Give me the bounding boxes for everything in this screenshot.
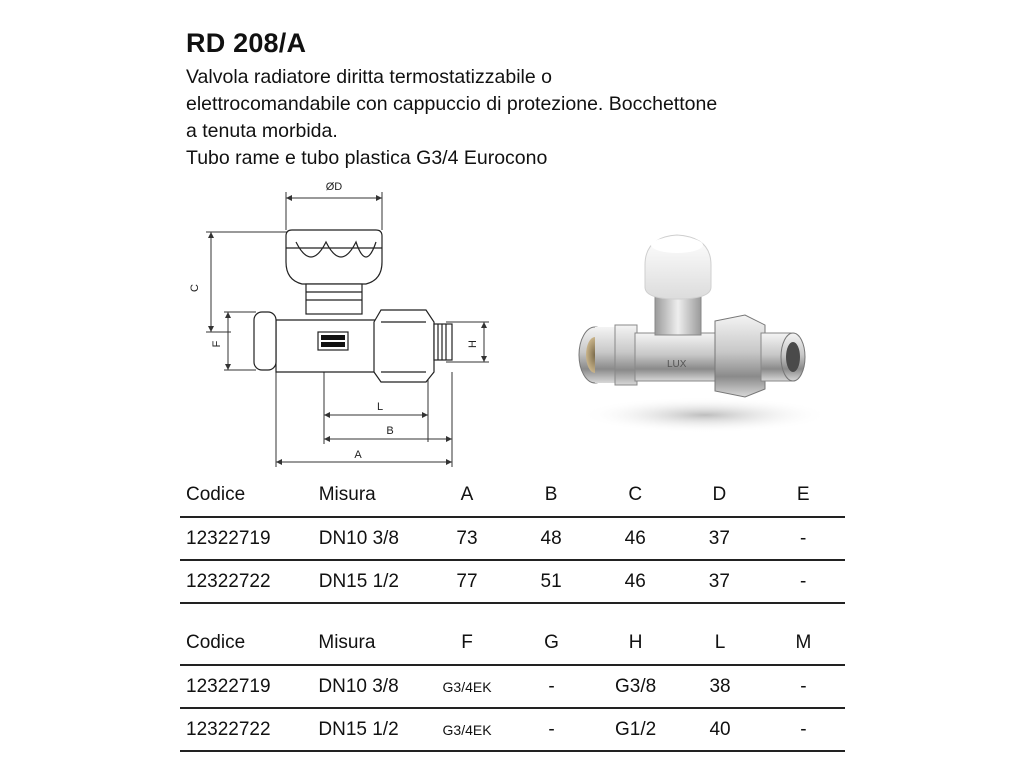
table-cell: DN10 3/8 xyxy=(313,517,425,560)
table-cell: - xyxy=(761,560,845,603)
table-cell: 40 xyxy=(678,708,762,751)
table-cell: 46 xyxy=(593,517,677,560)
product-description xyxy=(186,64,866,172)
table-cell: 73 xyxy=(425,517,509,560)
dim-label-c: C xyxy=(189,284,201,292)
table-header-row xyxy=(180,622,845,665)
table-cell: 12322722 xyxy=(180,560,313,603)
header-cell: B xyxy=(544,484,558,505)
header-cell: M xyxy=(795,632,812,653)
dim-label-d: ØD xyxy=(325,181,343,193)
table-cell: 12322722 xyxy=(180,708,312,751)
table-cell: - xyxy=(510,708,593,751)
table-cell: 48 xyxy=(509,517,593,560)
table-cell: G3/4EK xyxy=(424,708,510,751)
table-cell: DN10 3/8 xyxy=(312,665,424,708)
header-cell: E xyxy=(796,484,810,505)
dim-label-a: A xyxy=(354,449,362,461)
table-cell: - xyxy=(762,665,845,708)
table-row xyxy=(180,560,845,603)
table-cell: 12322719 xyxy=(180,665,312,708)
description-line: Tubo rame e tubo plastica G3/4 Eurocono xyxy=(186,147,548,169)
table-cell: - xyxy=(510,665,593,708)
dim-label-h: H xyxy=(467,340,479,348)
dim-label-b: B xyxy=(386,425,394,437)
table-cell: 46 xyxy=(593,560,677,603)
dim-label-f: F xyxy=(211,340,223,348)
table-cell: 51 xyxy=(509,560,593,603)
header-cell: Codice xyxy=(186,484,246,505)
header-cell: H xyxy=(628,632,643,653)
table-cell: G3/8 xyxy=(593,665,678,708)
table-row xyxy=(180,708,845,751)
description-line: Valvola radiatore diritta termostatizzabile o xyxy=(186,66,552,88)
table-row xyxy=(180,665,845,708)
valve-technical-drawing xyxy=(186,172,506,472)
header-cell: Misura xyxy=(318,484,376,505)
table-cell: - xyxy=(761,517,845,560)
table-cell: - xyxy=(762,708,845,751)
table-cell: G1/2 xyxy=(593,708,678,751)
header-cell: F xyxy=(461,632,473,653)
table-cell: G3/4EK xyxy=(424,665,510,708)
dimensions-table-1 xyxy=(180,474,845,604)
valve-photo xyxy=(565,225,820,435)
table-cell: 12322719 xyxy=(180,517,313,560)
table-row xyxy=(180,517,845,560)
header-cell: C xyxy=(628,484,643,505)
table-cell: 77 xyxy=(425,560,509,603)
table-cell: 38 xyxy=(678,665,762,708)
dimensions-table-2 xyxy=(180,622,845,752)
header-cell: L xyxy=(714,632,726,653)
description-line: a tenuta morbida. xyxy=(186,120,338,142)
photo-brand-mark: LUX xyxy=(667,359,687,370)
header-cell: Misura xyxy=(318,632,376,653)
header-cell: G xyxy=(544,632,559,653)
table-cell: DN15 1/2 xyxy=(312,708,424,751)
header-cell: Codice xyxy=(186,632,246,653)
header-cell: D xyxy=(712,484,727,505)
table-header-row xyxy=(180,474,845,517)
description-line: elettrocomandabile con cappuccio di protezione. Bocchettone xyxy=(186,93,718,115)
dim-label-l: L xyxy=(376,401,384,413)
product-title: RD 208/A xyxy=(186,28,307,58)
table-cell: 37 xyxy=(677,560,761,603)
table-cell: DN15 1/2 xyxy=(313,560,425,603)
header-cell: A xyxy=(460,484,474,505)
table-cell: 37 xyxy=(677,517,761,560)
